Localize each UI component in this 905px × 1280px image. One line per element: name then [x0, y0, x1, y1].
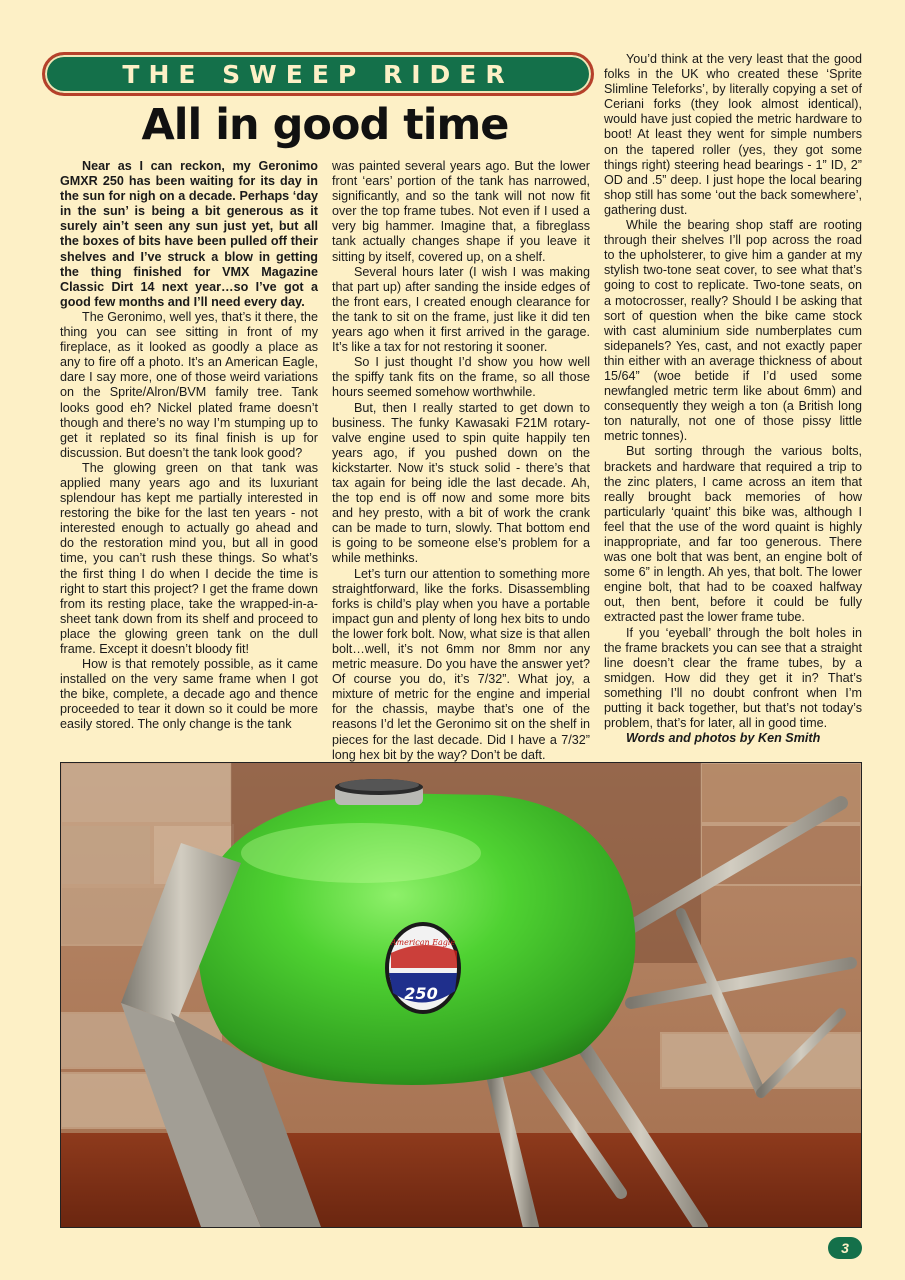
article-headline: All in good time — [141, 100, 509, 150]
section-banner-text: THE SWEEP RIDER — [122, 59, 514, 89]
article-column-1 — [60, 159, 318, 733]
article-column-2 — [332, 159, 590, 763]
tank-badge — [385, 922, 461, 1014]
body-paragraph: While the bearing shop staff are rooting through their shelves I’ll pop across the road to the upholsterer, to give him a gander at my stylish two-tone seat cover, to see what that’s going to cost to replicate. Two-tone seats, on a motocrosser, really? Should I be asking that sort of question when the bike came stock with cast aluminium side numberplates cum sidepanels? Yes, cast, and not exactly paper thin either with an average thickness of about 15/64” (woe betide if I’d used some newfangled metric term like about 6mm) and consequently they weigh a ton (a British long ton naturally, not one of those pissy little metric tonnes). — [604, 218, 862, 444]
body-paragraph: Let’s turn our attention to something more straightforward, like the forks. Disassembling forks is child’s play when you have a portable impact gun and plenty of long hex bits to undo the lower fork bolt. Now, what size is that allen bolt…well, it’s not 6mm nor 8mm nor any metric measure. Do you have the answer yet? Of course you do, it’s 7/32”. What joy, a mixture of metric for the engine and imperial for the chassis, maybe that’s one of the reasons I’d let the Geronimo sit on the shelf in pieces for the last decade. Did I have a 7/32” long hex bit by the way? Don’t be daft. — [332, 566, 590, 762]
photo-credit: Words and photos by Ken Smith — [626, 731, 821, 746]
lead-paragraph: Near as I can reckon, my Geronimo GMXR 250 has been waiting for its day in the sun for nigh on a decade. Perhaps ‘day in the sun’ is being a bit generous as it surely ain’t seen any sun just yet, but all the boxes of bits have been pulled off their shelves and I’ve struck a blow in getting the thing finished for VMX Magazine Classic Dirt 14 next year…so I’ve got a good few months and I’ll need every day. — [60, 159, 318, 309]
body-paragraph: But, then I really started to get down to business. The funky Kawasaki F21M rotary-valve engine used to spin quite happily ten years ago, if you pushed down on the kickstarter. Now it’s stuck solid - there’s that tax again for being idle the last decade. Ah, the top end is off now and some more bits and hey presto, with a bit of work the crank can be made to turn, slowly. That bottom end is going to be someone else’s problem for a while methinks. — [332, 400, 590, 566]
filler-cap — [335, 779, 423, 805]
body-paragraph: But sorting through the various bolts, brackets and hardware that required a trip to the zinc platers, I came across an item that really brought back memories of how particularly ‘quaint’ this bike was, although I feel that the use of the word quaint is highly inappropriate, and far too generous. There was one bolt that was bent, an engine bolt of some 6” in length. Ah yes, that bolt. The lower engine bolt, that had to be coaxed halfway out, then bent, before it could be fully extracted past the lower frame tube. — [604, 444, 862, 625]
tank-photo — [60, 762, 862, 1228]
body-paragraph: was painted several years ago. But the lower front ‘ears’ portion of the tank has narrowed, significantly, and so the tank will not now fit over the top frame tubes. Not even if I used a very big hammer. Imagine that, a fibreglass tank actually changes shape if you leave it sitting by itself, covered up, on a shelf. — [332, 159, 590, 264]
body-paragraph: How is that remotely possible, as it came installed on the very same frame when I got the bike, complete, a decade ago and thence proceeded to tear it down so it could be more easily stored. The only change is the tank — [60, 657, 318, 732]
tank-photo-illustration — [61, 763, 861, 1227]
page-number: 3 — [828, 1237, 862, 1259]
body-paragraph: If you ‘eyeball’ through the bolt holes in the frame brackets you can see that a straight line doesn’t clear the frame tubes, by a smidgen. How did they get it in? That’s something I’ll no doubt confront when I’m putting it back together, but that’s not today’s problem, that’s for later, all in good time. — [604, 625, 862, 731]
section-banner — [42, 52, 594, 96]
article-column-3 — [604, 52, 862, 746]
tank-badge-number: 250 — [404, 984, 438, 1003]
body-paragraph: Several hours later (I wish I was making that part up) after sanding the inside edges of the front ears, I created enough clearance for the tank to sit on the frame, just like it did ten years ago when it first arrived in the garage. It’s like a tax for not restoring it sooner. — [332, 264, 590, 355]
body-paragraph: You’d think at the very least that the good folks in the UK who created these ‘Sprite Slimline Teleforks’, by literally copying a set of Ceriani forks (they look almost identical), would have just copied the metric hardware to boot! At least they went for simple numbers on the tapered roller (yes, they got some things right) steering head bearings - 1” ID, 2” OD and .5” deep. I just hope the local bearing shop still has some ‘out the back somewhere’, gathering dust. — [604, 52, 862, 217]
body-paragraph: So I just thought I’d show you how well the spiffy tank fits on the frame, so all those hours seemed somehow worthwhile. — [332, 355, 590, 400]
body-paragraph: The glowing green on that tank was applied many years ago and its luxuriant splendour has kept me partially interested in restoring the bike for the last ten years - not interested enough to actually go ahead and do the restoration mind you, but all in good time, you can’t rush these things. So what’s the first thing I do when I decide the time is right to start this project? I get the frame down from its resting place, take the wrapped-in-a-sheet tank down from its shelf and proceed to place the glowing green tank on the dull frame. Except it doesn’t bloody fit! — [60, 460, 318, 656]
body-paragraph: The Geronimo, well yes, that’s it there, the thing you can see sitting in front of my fireplace, as it looked as goodly a place as any to fire off a photo. It’s an American Eagle, dare I say more, one of those weird variations on the Sprite/Alron/BVM family tree. Tank looks good eh? Nickel plated frame doesn’t though and there’s no way I’m stumping up to get it replated so its final finish is up for discussion. But doesn’t the tank look good? — [60, 309, 318, 460]
tank-badge-script: American Eagle — [390, 938, 456, 947]
